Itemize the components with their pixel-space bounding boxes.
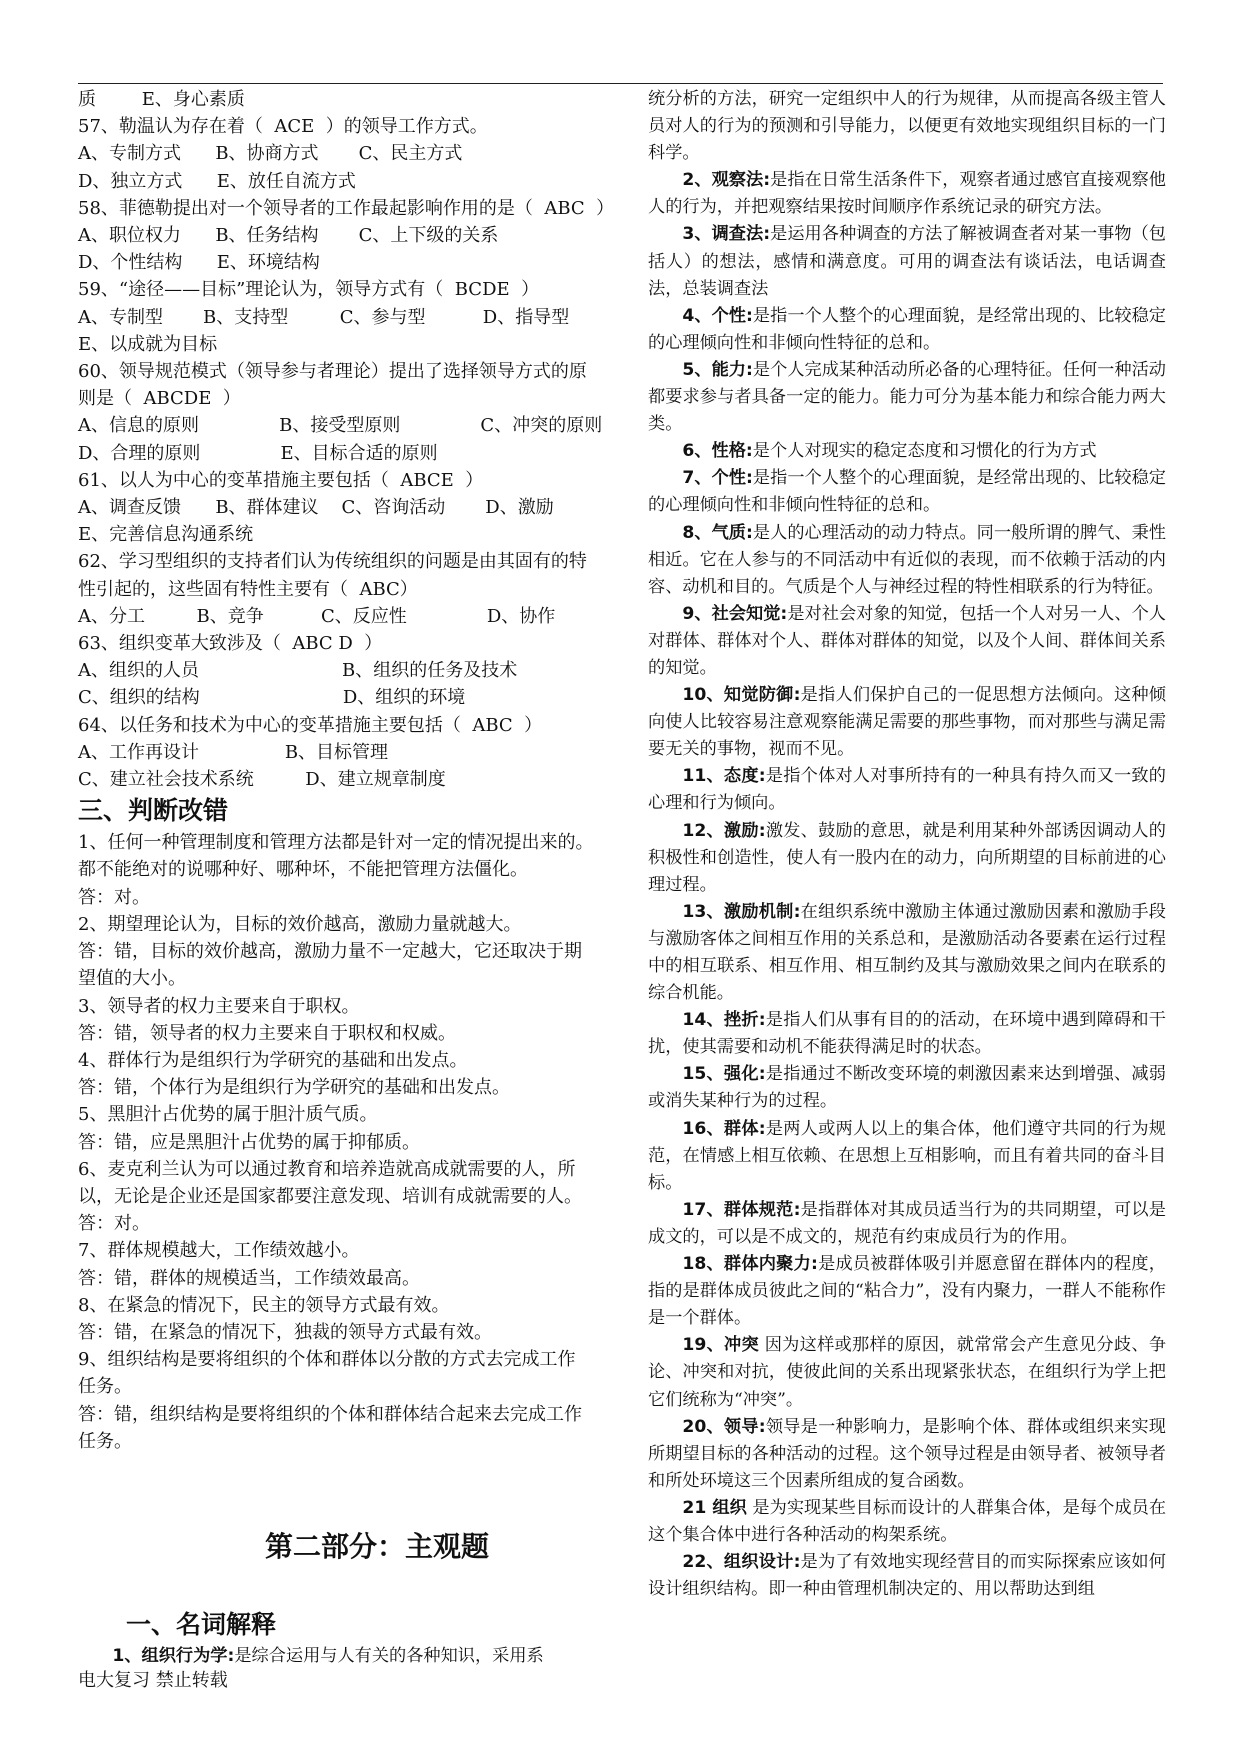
definition-term: 3、调查法: [682,224,771,245]
definition-item [648,357,1166,438]
definition-text: 是人的心理活动的动力特点。同一般所谓的脾气、秉性相近。它在人参与的不同活动中有近似的表现，而不依赖于活动的内容、动机和目的。气质是个人与神经过程的特性相联系的行为特征。 [648,522,1166,597]
subsection-title: 一、名词解释 [126,1609,277,1639]
definition-item [648,1061,1166,1115]
definition-text: 是指群体对其成员适当行为的共同期望，可以是成文的，可以是不成文的，规范有约束成员行为的作用。 [648,1199,1166,1247]
judgement-line: 3、领导者的权力主要来自于职权。 [78,995,360,1017]
question-line: C、建立社会技术系统 D、建立规章制度 [78,769,446,791]
question-line: E、完善信息沟通系统 [78,524,254,546]
question-line: 质 E、身心素质 [78,89,245,110]
definition-item [648,1007,1166,1061]
definition-text: 是成员被群体吸引并愿意留在群体内的程度，指的是群体成员彼此之间的“粘合力”，没有内聚力，一群人不能称作是一个群体。 [648,1254,1166,1329]
judgement-line: 答：错，目标的效价越高，激励力量不一定越大，它还取决于期 [78,941,582,963]
question-line: 性引起的，这些固有特性主要有（ ABC） [78,578,418,600]
judgement-line: 望值的大小。 [78,968,186,990]
judgement-line: 9、组织结构是要将组织的个体和群体以分散的方式去完成工作 [78,1349,576,1371]
definition-item [648,520,1166,601]
judgement-line: 答：错，在紧急的情况下，独裁的领导方式最有效。 [78,1321,492,1343]
judgement-line: 答：错，领导者的权力主要来自于职权和权威。 [78,1022,456,1044]
definition-term: 13、激励机制: [682,901,801,922]
definition-text: 是为了有效地实现经营目的而实际探索应该如何设计组织结构。即一种由管理机制决定的、用以帮助达到组 [648,1552,1166,1600]
section-title-judgement: 三、判断改错 [78,796,229,826]
question-line: 64、以任务和技术为中心的变革措施主要包括（ ABC ） [78,714,543,736]
question-line: A、信息的原则 B、接受型原则 C、冲突的原则 [78,415,603,437]
question-line: E、以成就为目标 [78,333,218,355]
definition-1 [78,1643,606,1670]
judgement-block [78,829,606,1455]
definition-term: 10、知觉防御: [682,685,801,706]
left-column [78,86,615,1670]
definition-item [648,438,1166,465]
definition-item [648,1251,1166,1332]
definition-text: 是指一个人整个的心理面貌，是经常出现的、比较稳定的心理倾向性和非倾向性特征的总和。 [648,468,1166,516]
definition-item [648,1197,1166,1251]
judgement-line: 7、群体规模越大，工作绩效越小。 [78,1240,360,1262]
question-line: 58、菲德勒提出对一个领导者的工作最起影响作用的是（ ABC ） [78,197,615,219]
definition-term: 2、观察法: [682,170,771,191]
definition-text: 是指在日常生活条件下，观察者通过感官直接观察他人的行为，并把观察结果按时间顺序作系统记录的研究方法。 [648,170,1166,218]
question-line: C、组织的结构 D、组织的环境 [78,687,466,709]
definition-term: 6、性格: [682,441,753,462]
question-line: A、分工 B、竞争 C、反应性 D、协作 [78,605,556,627]
part-title: 第二部分：主观题 [264,1529,489,1563]
judgement-line: 以，无论是企业还是国家都要注意发现、培训有成就需要的人。 [78,1185,582,1207]
definition-text: 在组织系统中激励主体通过激励因素和激励手段与激励客体之间相互作用的关系总和，是激励活动各要素在运行过程中的相互联系、相互作用、相互制约及其与激励效果之间内在联系的综合机能。 [648,901,1166,1004]
definition-text: 是个人完成某种活动所必备的心理特征。任何一种活动都要求参与者具备一定的能力。能力可分为基本能力和综合能力两大类。 [648,359,1166,435]
judgement-line: 任务。 [78,1376,132,1398]
question-line: A、组织的人员 B、组织的任务及技术 [78,660,518,682]
definition-term: 22、组织设计: [682,1552,801,1573]
definition-text: 是两人或两人以上的集合体，他们遵守共同的行为规范，在情感上相互依赖、在思想上互相影响，而且有着共同的奋斗目标。 [648,1118,1166,1193]
definition-text: 是指人们从事有目的的活动，在环境中遇到障碍和干扰，使其需要和动机不能获得满足时的状态。 [648,1010,1166,1058]
judgement-line: 答：错，群体的规模适当，工作绩效最高。 [78,1267,420,1289]
judgement-line: 5、黑胆汁占优势的属于胆汁质气质。 [78,1104,378,1126]
definition-item [648,221,1166,302]
definition-term: 18、群体内聚力: [682,1254,818,1275]
definition-text: 激发、鼓励的意思，就是利用某种外部诱因调动人的积极性和创造性，使人有一股内在的动力，向所期望的目标前进的心理过程。 [648,820,1166,895]
definition-text: 是为实现某些目标而设计的人群集合体，是每个成员在这个集合体中进行各种活动的构架系统。 [648,1497,1167,1545]
question-line: D、合理的原则 E、目标合适的原则 [78,442,438,464]
question-line: 63、组织变革大致涉及（ ABC D ） [78,633,383,655]
definition-term: 16、群体: [682,1118,766,1139]
question-line: A、职位权力 B、任务结构 C、上下级的关系 [78,225,499,247]
definition-term: 12、激励: [682,820,766,841]
question-line: 59、“途径——目标”理论认为，领导方式有（ BCDE ） [78,279,540,301]
question-line: 62、学习型组织的支持者们认为传统组织的问题是由其固有的特 [78,551,587,573]
definition-text: 是综合运用与人有关的各种知识，采用系 [234,1645,544,1666]
definition-term: 8、气质: [682,522,753,543]
definition-item [648,899,1166,1007]
definition-term: 9、社会知觉: [682,603,788,624]
definition-text: 是对社会对象的知觉，包括一个人对另一人、个人对群体、群体对个人、群体对群体的知觉，以及个人间、群体间关系的知觉。 [648,603,1166,678]
definition-item [648,1414,1166,1495]
definition-item [648,465,1166,519]
definition-item [648,763,1166,817]
definition-text: 是运用各种调查的方法了解被调查者对某一事物（包括人）的想法，感情和满意度。可用的调查法有谈话法，电话调查法，总装调查法 [648,224,1166,299]
judgement-line: 答：错，应是黑胆汁占优势的属于抑郁质。 [78,1131,420,1153]
definition-term: 7、个性: [682,468,753,489]
definition-item [648,601,1166,682]
definition-1-continued: 统分析的方法，研究一定组织中人的行为规律，从而提高各级主管人员对人的行为的预测和引导能力，以便更有效地实现组织目标的一门科学。 [648,89,1166,164]
definition-term: 5、能力: [682,359,753,380]
definition-term: 11、态度: [682,766,766,787]
definition-term: 20、领导: [682,1416,766,1437]
judgement-line: 1、任何一种管理制度和管理方法都是针对一定的情况提出来的。 [78,832,594,854]
definition-text: 是个人对现实的稳定态度和习惯化的行为方式 [752,441,1097,462]
definition-item [648,1549,1166,1603]
definition-item [648,1495,1166,1549]
judgement-line: 答：错，组织结构是要将组织的个体和群体结合起来去完成工作 [78,1403,582,1425]
definition-text: 是指通过不断改变环境的刺激因素来达到增强、减弱或消失某种行为的过程。 [648,1064,1166,1112]
definition-term: 4、个性: [682,305,753,326]
judgement-line: 都不能绝对的说哪种好、哪种坏，不能把管理方法僵化。 [78,859,528,881]
definition-term: 15、强化: [682,1064,766,1085]
question-line: D、个性结构 E、环境结构 [78,252,320,274]
question-line: 60、领导规范模式（领导参与者理论）提出了选择领导方式的原 [78,361,587,383]
header-rule [78,83,1163,84]
judgement-line: 4、群体行为是组织行为学研究的基础和出发点。 [78,1049,468,1071]
definition-item [648,1116,1166,1197]
definition-text: 领导是一种影响力，是影响个体、群体或组织来实现所期望目标的各种活动的过程。这个领导过程是由领导者、被领导者和所处环境这三个因素所组成的复合函数。 [648,1416,1166,1491]
definitions-list [648,167,1166,1603]
judgement-line: 8、在紧急的情况下，民主的领导方式最有效。 [78,1294,450,1316]
definition-term: 21 组织 [682,1497,747,1518]
judgement-line: 答：对。 [78,886,150,908]
definition-term: 14、挫折: [682,1010,766,1031]
question-line: A、工作再设计 B、目标管理 [78,741,389,763]
question-line: D、独立方式 E、放任自流方式 [78,170,356,192]
judgement-line: 答：对。 [78,1213,150,1235]
multiple-choice-block [78,86,615,793]
definition-item [648,1332,1166,1413]
definition-item [648,682,1166,763]
definition-term: 19、冲突 [682,1335,759,1356]
question-line: 61、以人为中心的变革措施主要包括（ ABCE ） [78,469,484,491]
question-line: 57、勒温认为存在着（ ACE ）的领导工作方式。 [78,116,488,138]
question-line: A、专制方式 B、协商方式 C、民主方式 [78,143,463,165]
definition-term: 17、群体规范: [682,1199,801,1220]
definition-text: 因为这样或那样的原因，就常常会产生意见分歧、争论、冲突和对抗，使彼此间的关系出现紧张状态，在组织行为学上把它们统称为“冲突”。 [648,1335,1167,1410]
definition-item [648,818,1166,899]
definition-text: 是指人们保护自己的一促思想方法倾向。这种倾向使人比较容易注意观察能满足需要的那些事物，而对那些与满足需要无关的事物，视而不见。 [648,685,1166,760]
definition-item [648,167,1166,221]
footer-note: 电大复习 禁止转载 [78,1670,228,1691]
question-line: A、调查反馈 B、群体建议 C、咨询活动 D、激励 [78,497,554,519]
definition-term: 1、组织行为学: [112,1645,235,1666]
judgement-line: 答：错，个体行为是组织行为学研究的基础和出发点。 [78,1077,510,1099]
question-line: 则是（ ABCDE ） [78,388,241,410]
question-line: A、专制型 B、支持型 C、参与型 D、指导型 [78,306,570,328]
definition-item [648,303,1166,357]
right-column [648,86,1166,1603]
judgement-line: 任务。 [78,1430,132,1452]
judgement-line: 6、麦克利兰认为可以通过教育和培养造就高成就需要的人，所 [78,1158,576,1180]
definition-text: 是指个体对人对事所持有的一种具有持久而又一致的心理和行为倾向。 [648,766,1166,814]
definition-text: 是指一个人整个的心理面貌，是经常出现的、比较稳定的心理倾向性和非倾向性特征的总和。 [648,305,1166,353]
judgement-line: 2、期望理论认为，目标的效价越高，激励力量就越大。 [78,913,522,935]
